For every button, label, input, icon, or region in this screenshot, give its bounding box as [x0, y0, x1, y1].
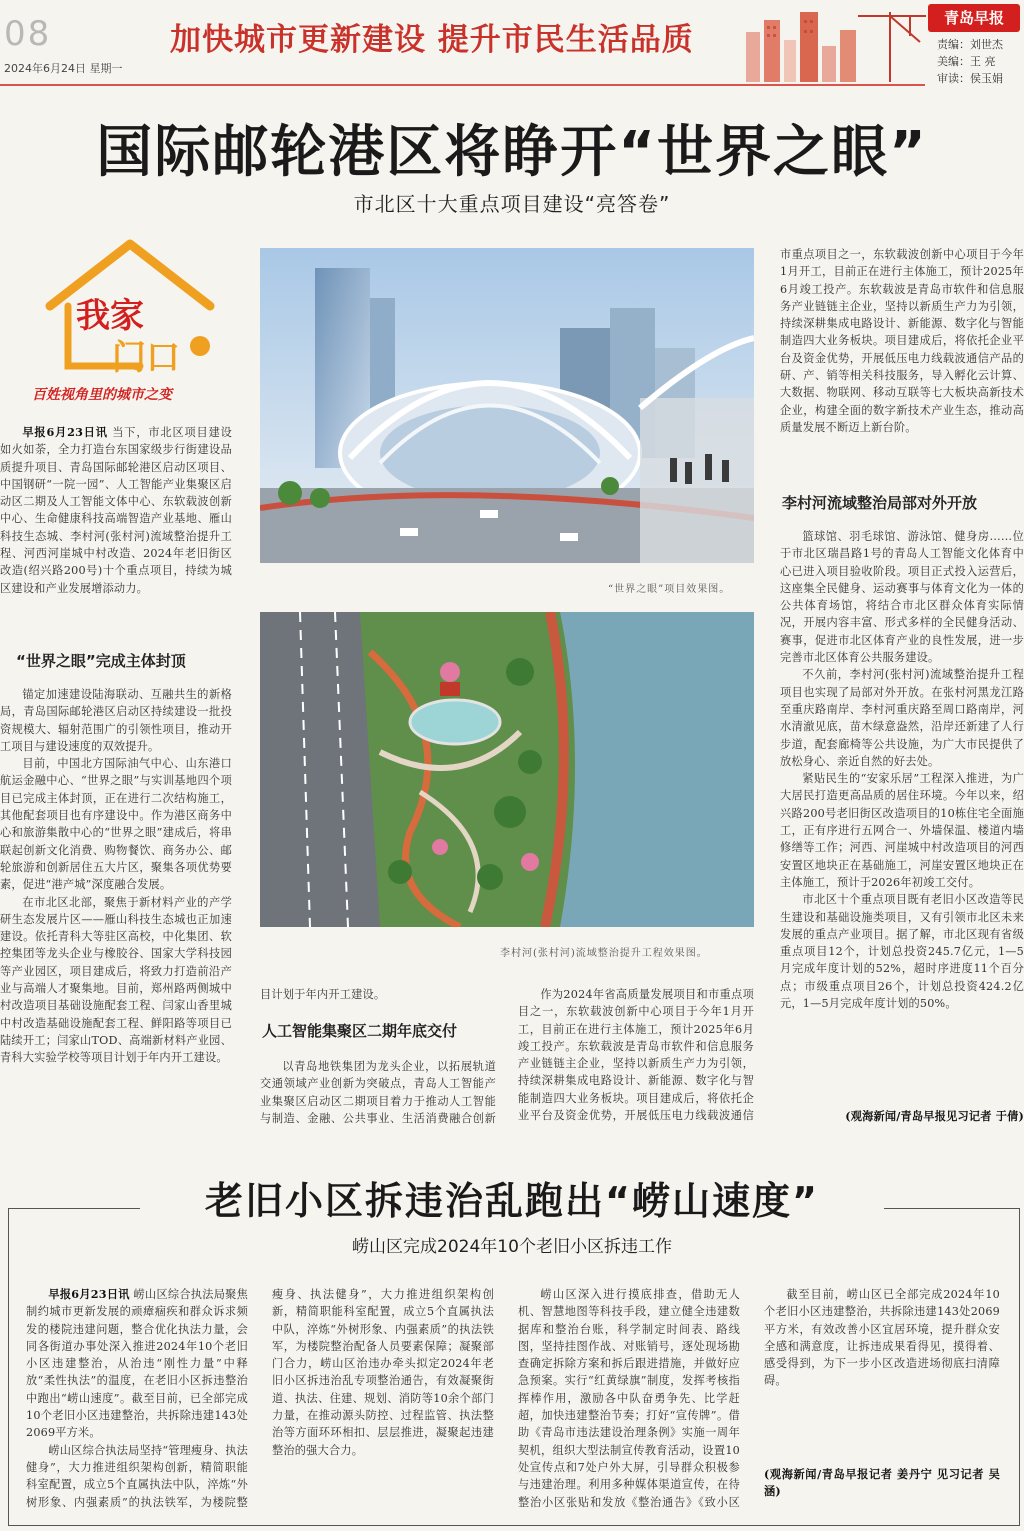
dateline: 早报6月23日讯 [22, 425, 108, 439]
section2-body-part1: 以青岛地铁集团为龙头企业，以拓展轨道交通领域产业创新为突破点，青岛人工智能产业集聚区启动区二期项目着力于推动人工智能与制造、金融、公共事业、生活消费融合创新 [260, 1060, 496, 1125]
section1-continuation: 目计划于年内开工建设。 [260, 988, 386, 1001]
section2-heading: 人工智能集聚区二期年底交付 [262, 1022, 458, 1040]
section2-body-part2: 作为2024年省高质量发展项目和市重点项目之一，东软载波创新中心项目于今年1月开工，目前正在进行主体施工，预计2025年6月竣工投产。东软载波是青岛市软件和信息服务产业链链主企业，坚持以新质生产力为引领，持续深耕集成电路设计、新能源、数字化与智能制造四大业务板块。项目建成后，将依托企业平台及资金优势，开展低压电力线载波通信 [518, 988, 754, 1123]
article2-col3: 崂山区深入进行摸底排查，借助无人机、智慧地图等科技手段，建立健全违建数据库和整治台账，科学制定时间表、路线图，坚持挂图作战、对账销号，逐处现场勘查确定拆除方案和拆后跟进措施，并做好应急预案。实行“红黄绿旗”制度，发挥考核指挥棒作用，激励各中队奋勇争先、比学赶超，加快违建整治节奏；打好“宣传牌”。借助《青岛市违法建设治理条例》实施一周年契机，组织大型法制宣传教育活动，设置10处宣传点和7处户外大屏，引导群众积极参与违建治理。利用多种媒体渠道宣传，在待整治小区张贴和发放《整治通告》《致小区 [518, 1288, 740, 1508]
banner-underline [0, 84, 925, 86]
column-logo-line2: 门口 [112, 338, 180, 378]
photo1-caption: “世界之眼”项目效果图。 [608, 584, 731, 595]
article2-subheadline: 崂山区完成2024年10个老旧小区拆违工作 [352, 1237, 672, 1257]
world-eye-rendering [260, 248, 754, 563]
photo2-caption: 李村河(张村河)流域整治提升工程效果图。 [500, 948, 708, 959]
article1-section1-body: 锚定加速建设陆海联动、互融共生的新格局，青岛国际邮轮港区启动区持续建设一批投资规模大、辐射范围广的引领性项目，推动开工项目与建设速度的双效提升。 目前，中国北方国际油气中心、山东港口航运金融中心、“世界之眼”与实训基地四个项目已完成主体封顶，正在进行二次结构施工，其他配套项目也有序建设中。作为港区商务中心和旅游集散中心的“世界之眼”建成后，将串联起创新文化消费、购物餐饮、商务办公、邮轮旅游和创新居住五大片区，聚集各项优势要素，促进“港产城”深度融合发展。 在市北区北部，聚焦于新材料产业的产学研生态发展片区——雁山科技生态城也正加速建设。依托青科大等驻区高校，中化集团、软控集团等龙头企业与橡胶谷、国家大学科技园等产业园区，项目建成后，将致力打造前沿产业与高端人才聚集地。目前，郑州路两侧城中村改造项目基础设施配套工程、闫家山香里城中村改造基础设施配套工程、鲜阳路等项目已陆续开工；闫家山TOD、高端新材料产业园、青科大实验学校等项目计划于年内开工建设。 [0, 688, 232, 1065]
article2-dateline: 早报6月23日讯 [48, 1287, 130, 1301]
article2-col4: 截至目前，崂山区已全部完成2024年10个老旧小区违建整治，共拆除违建143处2069平方米，有效改善小区宜居环境，提升群众安全感和满意度，让拆违成果看得见，摸得着、感受得到，为下一步小区改造进场彻底扫清障碍。 [764, 1288, 1000, 1388]
newspaper-logo: 青岛早报 [928, 4, 1020, 32]
column-logo [30, 236, 230, 406]
article2-col1: 早报6月23日讯 崂山区综合执法局聚焦制约城市更新发展的顽瘴痼疾和群众诉求频发的楼院违建问题，整合优化执法力量，会同各街道办事处深入推进2024年10个老旧小区违建整治，从治违“刚性力量”中释放“柔性执法”的温度，在老旧小区拆违整治中跑出“崂山速度”。截至目前，已全部完成10个老旧小区违建整治，共拆除违建143处2069平方米。 崂山区综合执法局坚持“管理瘦身、执法健身”，大力推进组织架构创新，精简职能科室配置，成立5个直属执法中队，淬炼“外树形象、内强素质”的执法铁军，为楼院整 [26, 1287, 248, 1508]
right-column-top: 市重点项目之一，东软载波创新中心项目于今年1月开工，目前正在进行主体施工，预计2025年6月竣工投产。东软载波是青岛市软件和信息服务产业链链主企业，坚持以新质生产力为引领，持续深耕集成电路设计、新能源、数字化与智能制造四大业务板块。项目建成后，将依托企业平台及资金优势，开展低压电力线载波通信产品的研、产、销等相关科技服务，导入孵化云计算、大数据、物联网、移动互联等七大板块高新技术企业，构建全面的数字新技术产业生态，推动高质量发展不断迈上新台阶。 [780, 248, 1024, 434]
column-logo-slogan: 百姓视角里的城市之变 [32, 387, 172, 403]
licun-river-rendering [260, 612, 754, 927]
headline: 国际邮轮港区将睁开“世界之眼” [96, 120, 928, 185]
article2-headline: 老旧小区拆违治乱跑出“崂山速度” [205, 1179, 819, 1223]
column-logo-line1: 我家 [76, 296, 144, 336]
article2-byline: (观海新闻/青岛早报记者 姜丹宁 见习记者 吴涵) [764, 1467, 1000, 1499]
section1-heading: “世界之眼”完成主体封顶 [16, 652, 186, 670]
article2-col2: 瘦身、执法健身”，大力推进组织架构创新，精简职能科室配置，成立5个直属执法中队，淬炼“外树形象、内强素质”的执法铁军，为楼院整治配备人员要素保障；凝聚部门合力，崂山区治违办牵头拟定2024年老旧小区拆违治乱专项整治通告，有效凝聚街道、执法、住建、规划、消防等10余个部门力量，在推动源头防控、过程监管、执法整治等方面环环相扣、层层推进，凝聚起违建整治的强大合力。 [272, 1288, 494, 1457]
section-banner: 加快城市更新建设 提升市民生活品质 [170, 22, 694, 58]
credit-designer: 美编：王 亮 [937, 55, 996, 68]
world-eye-illustration [260, 248, 754, 563]
article1-intro: 早报6月23日讯 当下，市北区项目建设如火如荼，全力打造台东国家级步行街建设品质提升项目、青岛国际邮轮港区启动区项目、中国钢研“一院一园”、人工智能产业集聚区启动区二期及人工智能文体中心、东软载波创新中心、生命健康科技高端智造产业基地、雁山科技生态城、李村河(张村河)流域整治提升工程、河西河崖城中村改造、2024年老旧街区改造(绍兴路200号)十个重点项目，持续为城区建设和产业发展增添动力。 [0, 425, 232, 595]
subheadline: 市北区十大重点项目建设“亮答卷” [353, 192, 671, 216]
city-skyline-illustration [740, 2, 930, 84]
article1-byline: (观海新闻/青岛早报见习记者 于倩) [845, 1109, 1024, 1123]
page-number: 08 [4, 14, 52, 54]
credit-proofreader: 审读：侯玉娟 [937, 72, 1003, 85]
issue-date: 2024年6月24日 星期一 [4, 62, 123, 75]
section3-body: 篮球馆、羽毛球馆、游泳馆、健身房……位于市北区瑞昌路1号的青岛人工智能文化体育中心已进入项目验收阶段。项目正式投入运营后，这座集全民健身、运动赛事与体育文化为一体的公共体育场馆，将结合市北区群众体育实际情况，开展内容丰富、形式多样的全民健身活动、赛事，促进市北区体育产业的良性发展，进一步完善市北区体育公共服务建设。 不久前，李村河(张村河)流域整治提升工程项目也实现了局部对外开放。在张村河黑龙江路至重庆路南岸、李村河重庆路至周口路南岸，河水清澈见底，苗木绿意盎然，沿岸还新建了人行步道，配套廊椅等公共设施，为广大市民提供了放松身心、亲近自然的好去处。 紧贴民生的“安家乐居”工程深入推进，为广大居民打造更高品质的居住环境。今年以来，绍兴路200号老旧街区改造项目的10栋住宅全面施工，正有序进行五网合一、外墙保温、楼道内墙修缮等工作；河西、河崖城中村改造项目的河西安置区地块正在基础施工，河崖安置区地块正在主体施工，预计于2026年初竣工交付。 市北区十个重点项目既有老旧小区改造等民生建设和基础设施类项目，又有引领市北区未来发展的重点产业项目。据了解，市北区现有省级重点项目12个，计划总投资245.7亿元，1—5月完成年度计划的52%，超时序进度11个百分点；市级重点项目26个，计划总投资424.2亿元，1—5月完成年度计划的50%。 [780, 530, 1024, 1011]
section3-heading: 李村河流域整治局部对外开放 [782, 494, 978, 512]
river-park-illustration [260, 612, 754, 927]
credit-editor: 责编：刘世杰 [937, 38, 1003, 51]
